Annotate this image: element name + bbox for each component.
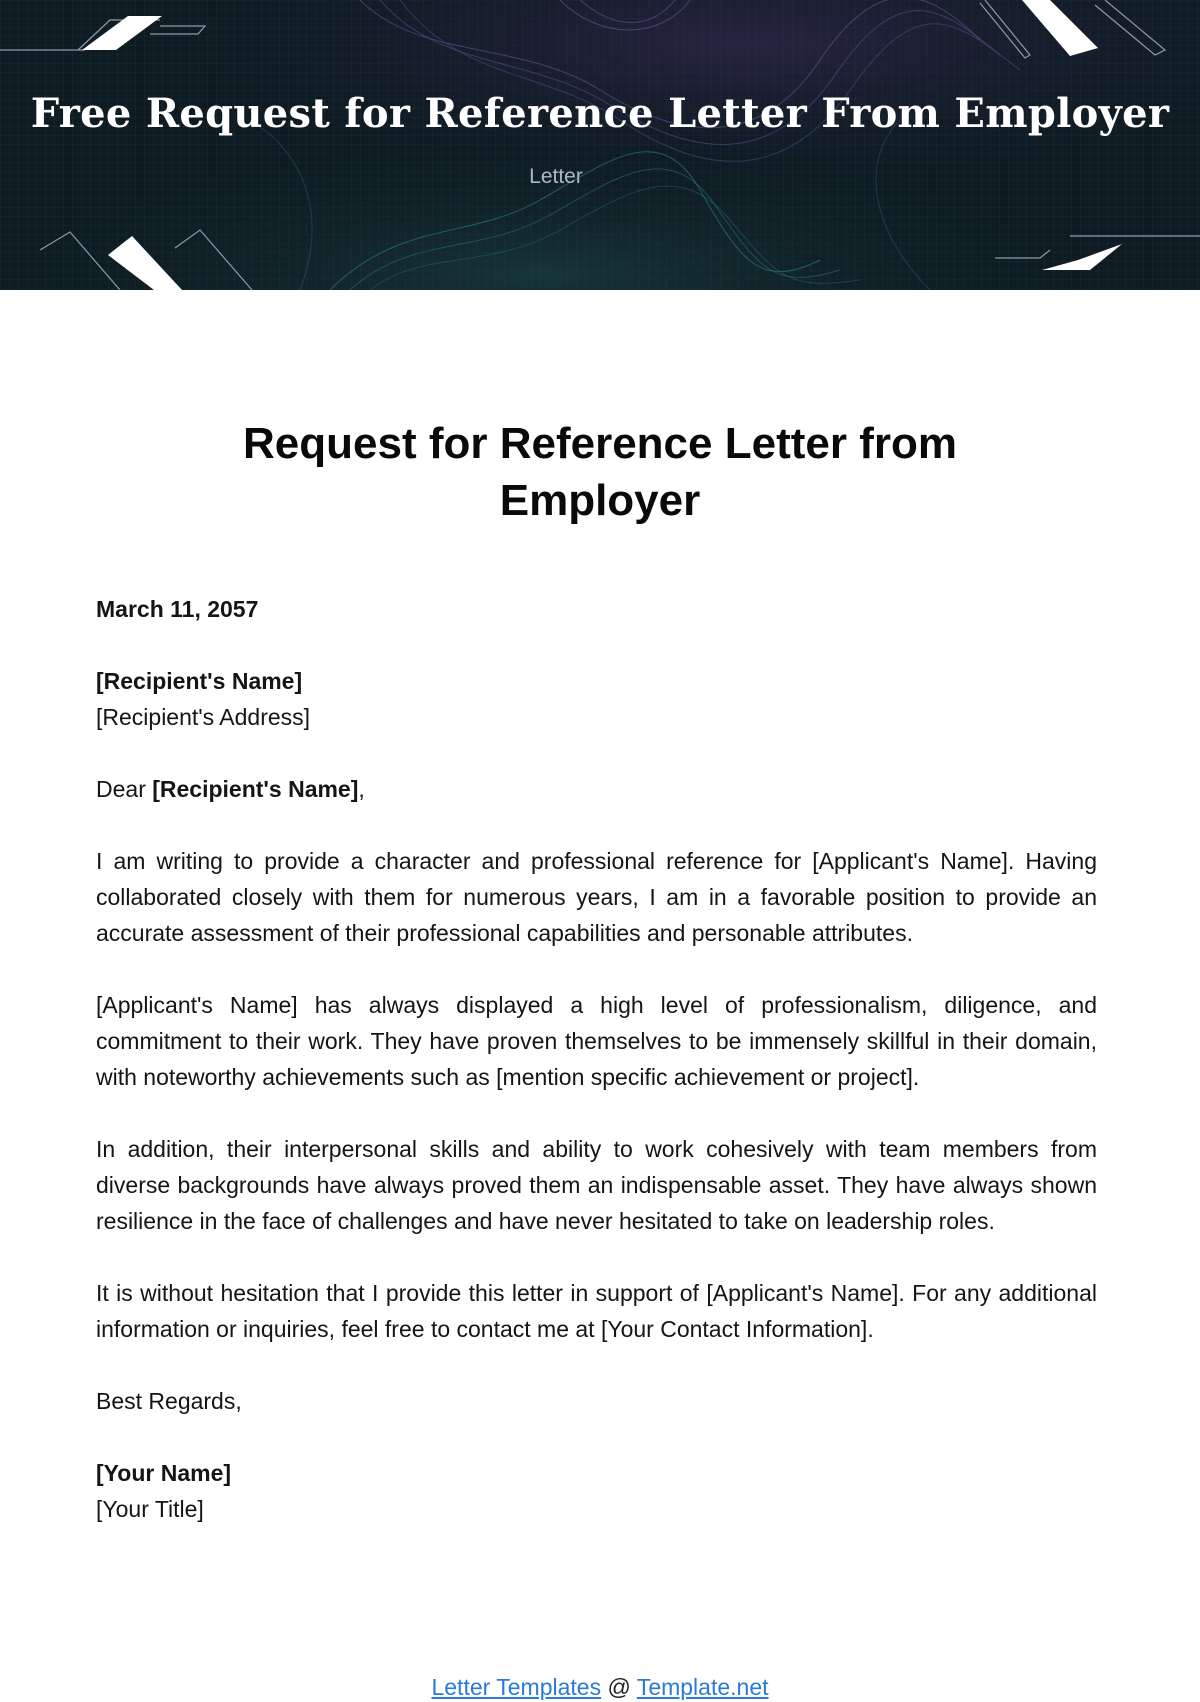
document-title-line2: Employer: [499, 476, 701, 525]
salutation-suffix: ,: [358, 776, 365, 802]
salutation-prefix: Dear: [96, 776, 153, 802]
recipient-block: [96, 663, 1097, 735]
document-title: [150, 415, 1050, 529]
recipient-name: [Recipient's Name]: [96, 668, 303, 694]
closing: Best Regards,: [96, 1388, 242, 1414]
letter-body: [96, 591, 1097, 1563]
header-banner: [0, 0, 1200, 290]
body-paragraph-4: It is without hesitation that I provide this letter in support of [Applicant's Name]. For any additional information or inquiries, feel free to contact me at [Your Contact Information].: [96, 1280, 1097, 1342]
letter-templates-link[interactable]: Letter Templates: [431, 1674, 602, 1700]
banner-title: Free Request for Reference Letter From Employer: [30, 90, 1170, 137]
signer-title: [Your Title]: [96, 1496, 204, 1522]
template-net-link[interactable]: Template.net: [636, 1674, 769, 1700]
letter-date: March 11, 2057: [96, 596, 259, 622]
signature-block: [96, 1455, 1097, 1527]
banner-background-art: [0, 0, 1200, 290]
signer-name: [Your Name]: [96, 1460, 232, 1486]
footer-separator: @: [601, 1674, 637, 1700]
salutation-name: [Recipient's Name]: [152, 776, 359, 802]
banner-subtitle: Letter: [529, 165, 583, 188]
document-title-line1: Request for Reference Letter from: [243, 419, 957, 468]
body-paragraph-2: [Applicant's Name] has always displayed a high level of professionalism, diligence, and commitment to their work. They have proven themselves to be immensely skillful in their domain, with noteworthy achievements such as [mention specific achievement or project].: [96, 992, 1097, 1090]
salutation: [96, 771, 1097, 807]
recipient-address: [Recipient's Address]: [96, 704, 311, 730]
footer: [0, 1672, 1200, 1702]
body-paragraph-1: I am writing to provide a character and professional reference for [Applicant's Name]. Having collaborated closely with them for numerous years, I am in a favorable position to provide an accurate assessment of their professional capabilities and personable attributes.: [96, 848, 1097, 946]
body-paragraph-3: In addition, their interpersonal skills and ability to work cohesively with team members from diverse backgrounds have always proved them an indispensable asset. They have always shown resilience in the face of challenges and have never hesitated to take on leadership roles.: [96, 1136, 1097, 1234]
